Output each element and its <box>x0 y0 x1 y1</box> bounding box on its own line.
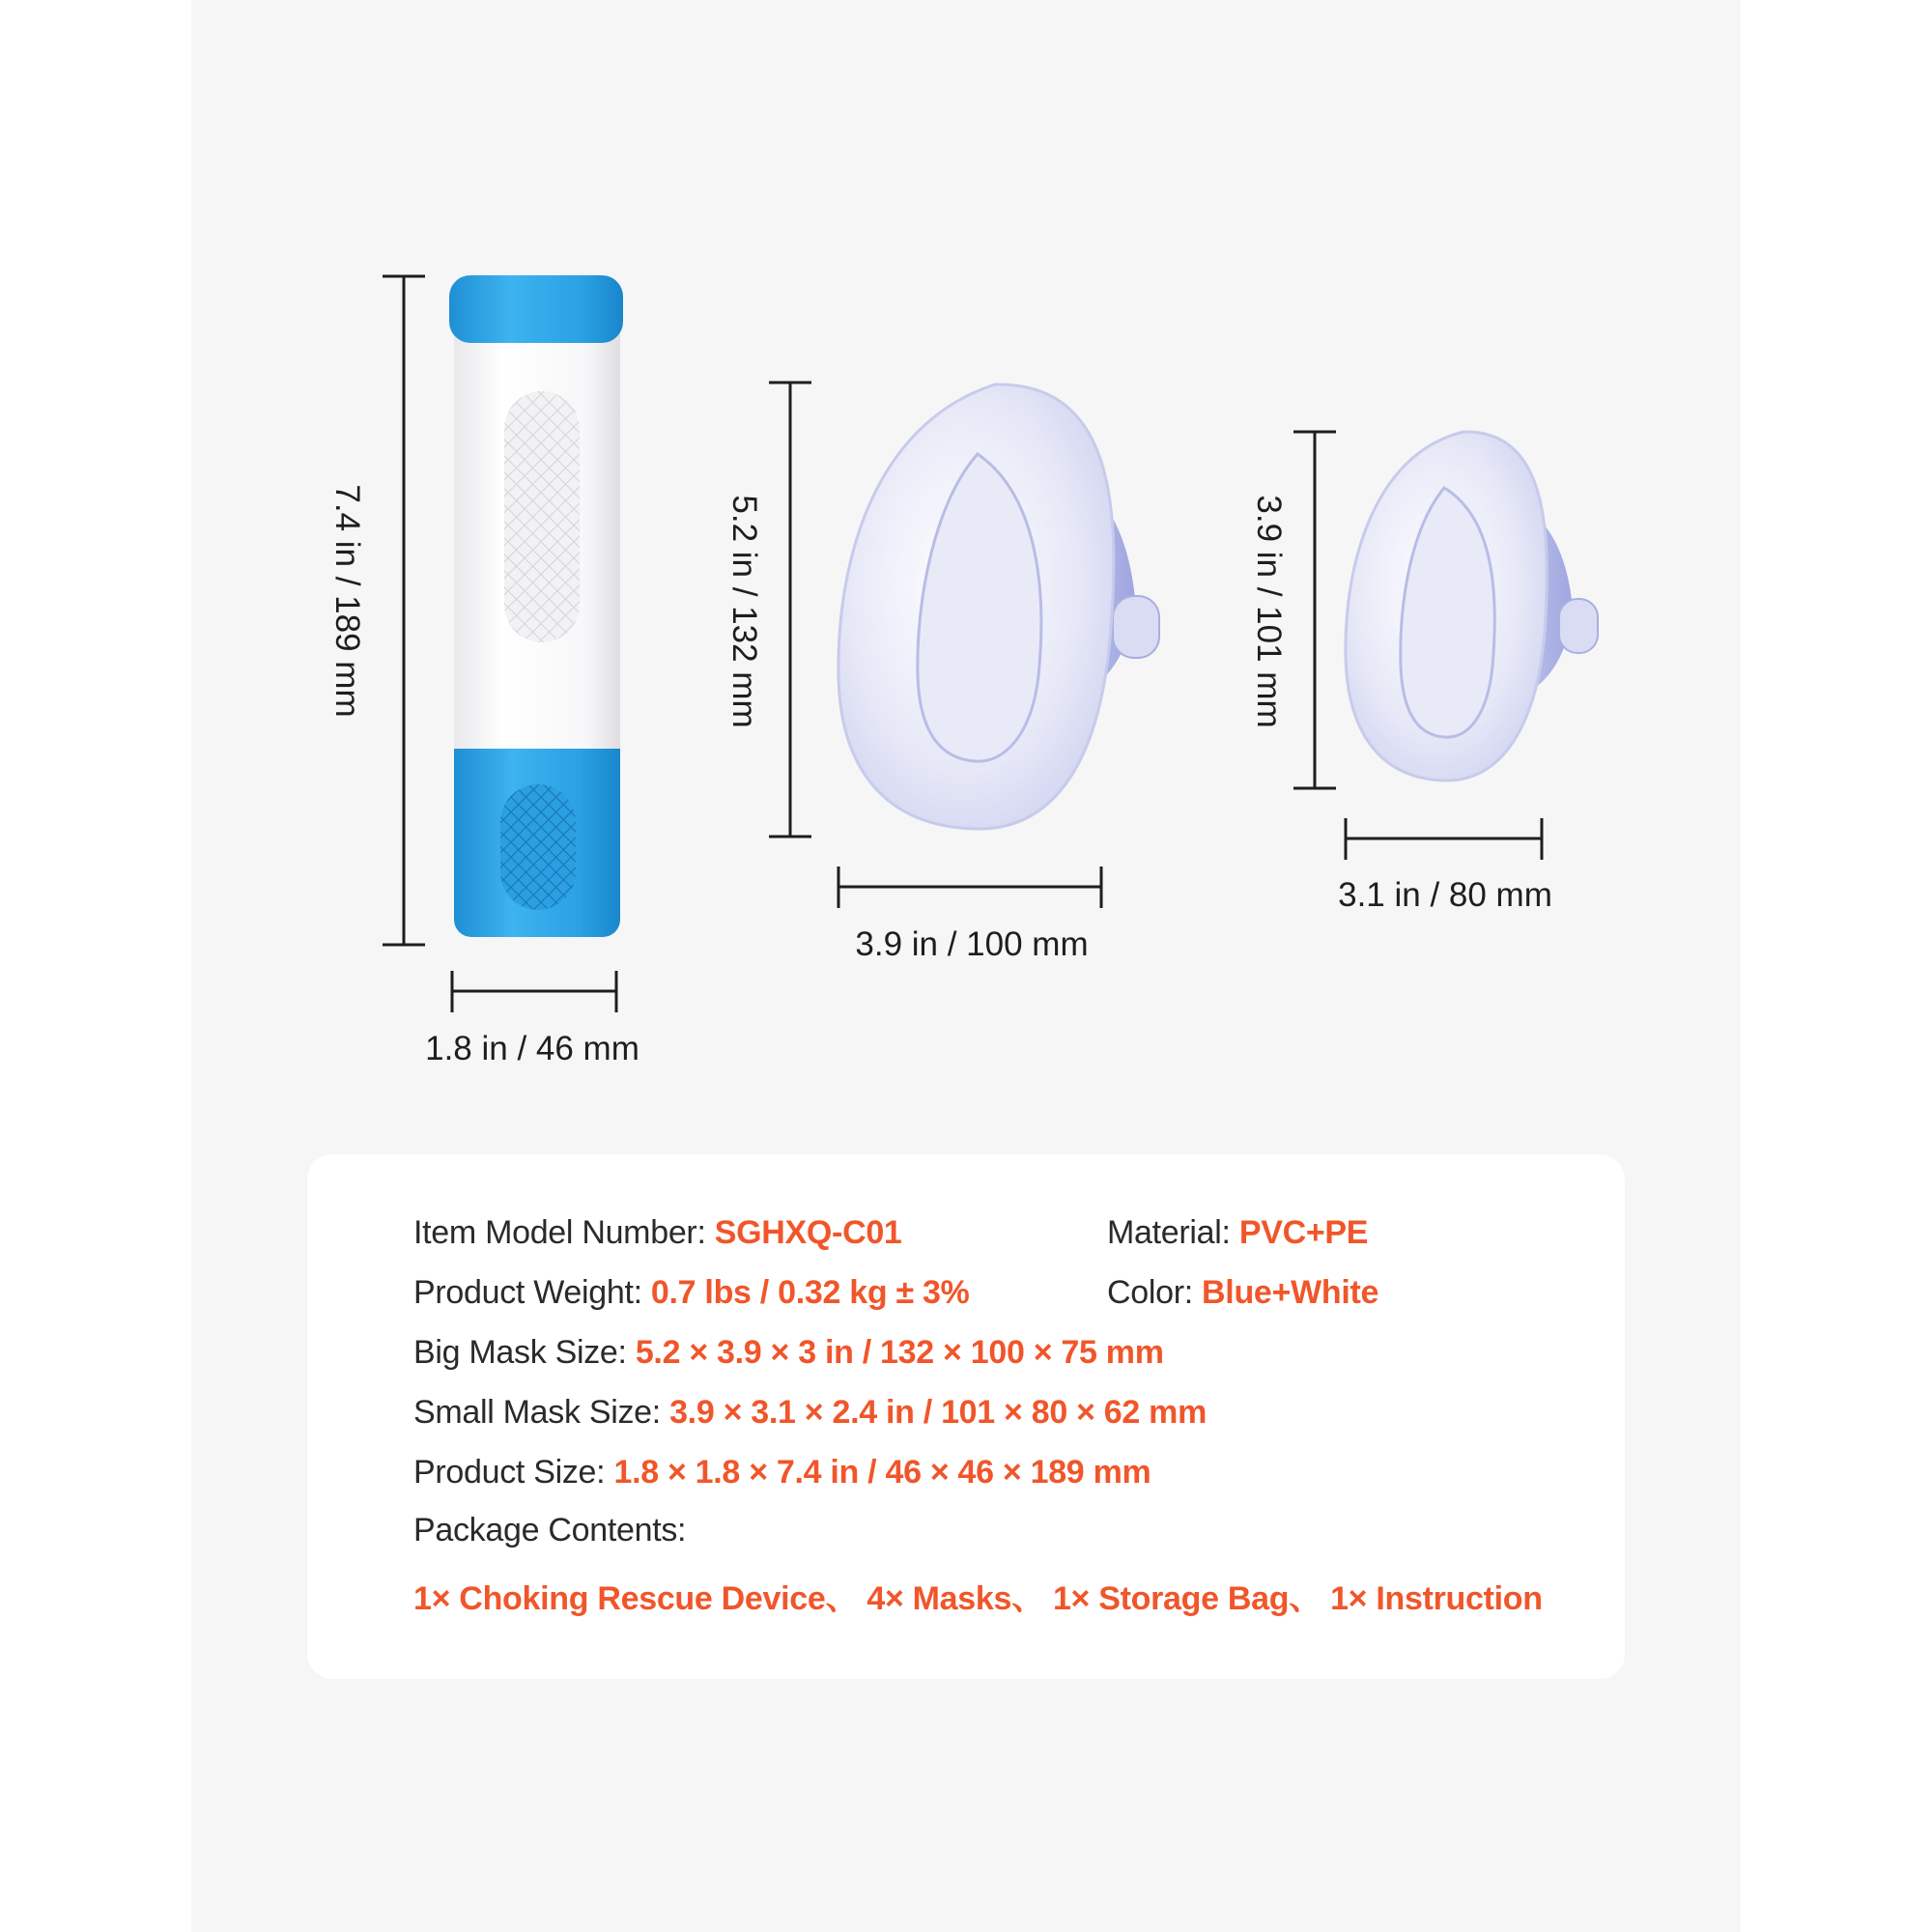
spec-material-value: PVC+PE <box>1238 1214 1369 1251</box>
spec-small-mask-value: 3.9 × 3.1 × 2.4 in / 101 × 80 × 62 mm <box>669 1394 1208 1431</box>
spec-model-number <box>413 1214 902 1252</box>
small-mask-height-label: 3.9 in / 101 mm <box>1249 495 1288 728</box>
device-white-grip <box>504 391 580 642</box>
spec-weight-label: Product Weight: <box>413 1274 651 1311</box>
big-mask-height-label: 5.2 in / 132 mm <box>724 495 763 728</box>
device-blue-grip <box>500 784 576 910</box>
spec-product-size-value: 1.8 × 1.8 × 7.4 in / 46 × 46 × 189 mm <box>613 1454 1151 1491</box>
choking-rescue-device <box>449 275 623 937</box>
big-mask-connector <box>1113 596 1159 658</box>
spec-weight <box>413 1274 970 1312</box>
small-mask-width-label: 3.1 in / 80 mm <box>1338 876 1552 914</box>
spec-product-size-label: Product Size: <box>413 1454 614 1491</box>
device-width-label: 1.8 in / 46 mm <box>425 1030 639 1067</box>
device-blue-cap <box>449 275 623 343</box>
spec-color-label: Color: <box>1107 1274 1203 1311</box>
device-height-label: 7.4 in / 189 mm <box>327 484 366 718</box>
spec-material <box>1107 1214 1368 1252</box>
small-mask-connector <box>1559 599 1598 653</box>
spec-color-value: Blue+White <box>1202 1274 1379 1311</box>
spec-product-size <box>413 1454 1151 1492</box>
small-mask <box>1346 432 1598 781</box>
spec-model-label: Item Model Number: <box>413 1214 715 1251</box>
big-mask-width-label: 3.9 in / 100 mm <box>855 925 1089 963</box>
spec-package-contents: 1× Choking Rescue Device、 4× Masks、 1× Storage Bag、 1× Instruction <box>413 1580 1543 1617</box>
spec-package-label: Package Contents: <box>413 1512 687 1548</box>
spec-big-mask-size <box>413 1334 1164 1372</box>
spec-weight-value: 0.7 lbs / 0.32 kg ± 3% <box>650 1274 970 1311</box>
spec-big-mask-value: 5.2 × 3.9 × 3 in / 132 × 100 × 75 mm <box>635 1334 1164 1371</box>
spec-color <box>1107 1274 1378 1312</box>
spec-small-mask-size <box>413 1394 1207 1432</box>
spec-small-mask-label: Small Mask Size: <box>413 1394 670 1431</box>
spec-big-mask-label: Big Mask Size: <box>413 1334 636 1371</box>
big-mask <box>838 384 1159 829</box>
spec-model-value: SGHXQ-C01 <box>714 1214 902 1251</box>
spec-material-label: Material: <box>1107 1214 1239 1251</box>
